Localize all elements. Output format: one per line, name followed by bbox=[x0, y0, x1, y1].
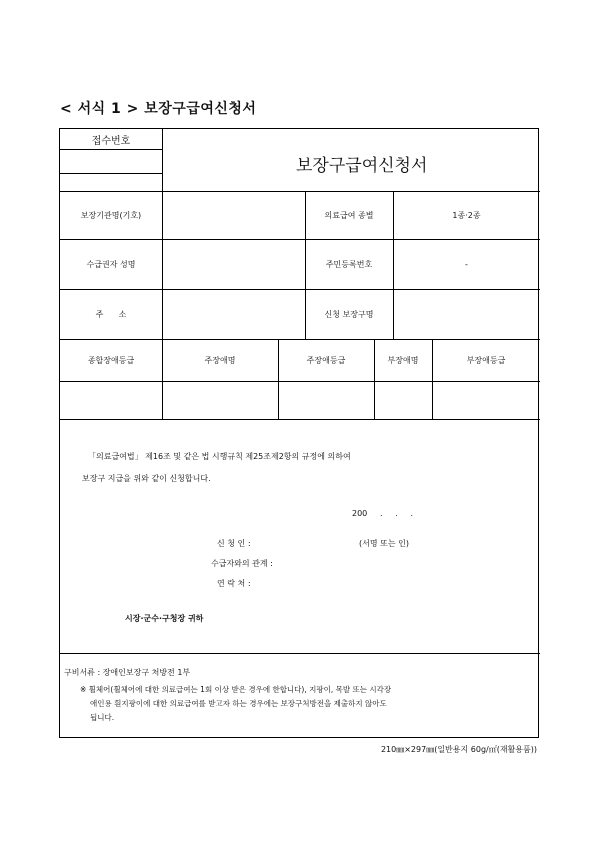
note-line-1: ※ 휠체어(휠체어에 대한 의료급여는 1회 이상 받은 경우에 한합니다), 지팡이, 목발 또는 시각장 bbox=[80, 685, 392, 694]
application-form bbox=[59, 128, 539, 738]
form-number-label: < 서식 1 > 보장구급여신청서 bbox=[60, 101, 257, 117]
contact-field[interactable] bbox=[270, 575, 380, 589]
application-date[interactable]: 200 . . . bbox=[352, 509, 414, 518]
institution-field[interactable] bbox=[163, 192, 305, 239]
sub-disability-header: 부장애명 bbox=[387, 355, 419, 365]
overall-grade-header: 종합장애등급 bbox=[87, 355, 135, 365]
main-grade-field[interactable] bbox=[279, 382, 374, 419]
benefit-type-label: 의료급여 종별 bbox=[324, 210, 374, 220]
signature-note: (서명 또는 인) bbox=[359, 539, 409, 548]
applicant-field[interactable] bbox=[270, 535, 360, 549]
addressee: 시장·군수·구청장 귀하 bbox=[125, 614, 204, 623]
main-disability-header: 주장애명 bbox=[204, 355, 236, 365]
sub-grade-header: 부장애등급 bbox=[466, 355, 506, 365]
address-field[interactable] bbox=[163, 290, 305, 339]
main-disability-field[interactable] bbox=[163, 382, 278, 419]
note-line-2: 애인용 흰지팡이에 대한 의료급여를 받고자 하는 경우에는 보장구처방전을 제출하지 않아도 bbox=[90, 699, 387, 708]
paper-size-note: 210㎜×297㎜(일반용지 60g/㎡(재활용품)) bbox=[380, 745, 537, 754]
relation-label: 수급자와의 관계 : bbox=[211, 559, 273, 568]
recipient-name-label: 수급권자 성명 bbox=[86, 259, 136, 269]
institution-label: 보장기관명(기호) bbox=[80, 210, 142, 220]
sub-disability-field[interactable] bbox=[375, 382, 432, 419]
receipt-number-label: 접수번호 bbox=[91, 135, 131, 147]
requested-device-label: 신청 보장구명 bbox=[324, 309, 374, 319]
document-title: 보장구급여신청서 bbox=[296, 156, 428, 176]
receipt-number-field[interactable] bbox=[60, 150, 162, 173]
applicant-label: 신 청 인 : bbox=[217, 539, 251, 548]
note-line-3: 됩니다. bbox=[90, 713, 115, 722]
statement-line-2: 보장구 지급을 위와 같이 신청합니다. bbox=[82, 474, 211, 483]
recipient-name-field[interactable] bbox=[163, 240, 305, 289]
benefit-type-value[interactable]: 1종·2종 bbox=[452, 210, 481, 220]
address-label: 주 소 bbox=[95, 309, 127, 319]
required-documents: 구비서류 : 장애인보장구 처방전 1부 bbox=[64, 668, 191, 677]
main-grade-header: 주장애등급 bbox=[306, 355, 346, 365]
sub-grade-field[interactable] bbox=[433, 382, 539, 419]
resident-number-label: 주민등록번호 bbox=[325, 259, 373, 269]
statement-line-1: 「의료급여법」 제16조 및 같은 법 시행규칙 제25조제2항의 규정에 의하여 bbox=[88, 452, 351, 461]
requested-device-field[interactable] bbox=[394, 290, 540, 339]
contact-label: 연 락 처 : bbox=[217, 579, 251, 588]
resident-number-field[interactable]: - bbox=[465, 259, 468, 269]
overall-grade-field[interactable] bbox=[61, 382, 162, 419]
relation-field[interactable] bbox=[290, 555, 380, 569]
